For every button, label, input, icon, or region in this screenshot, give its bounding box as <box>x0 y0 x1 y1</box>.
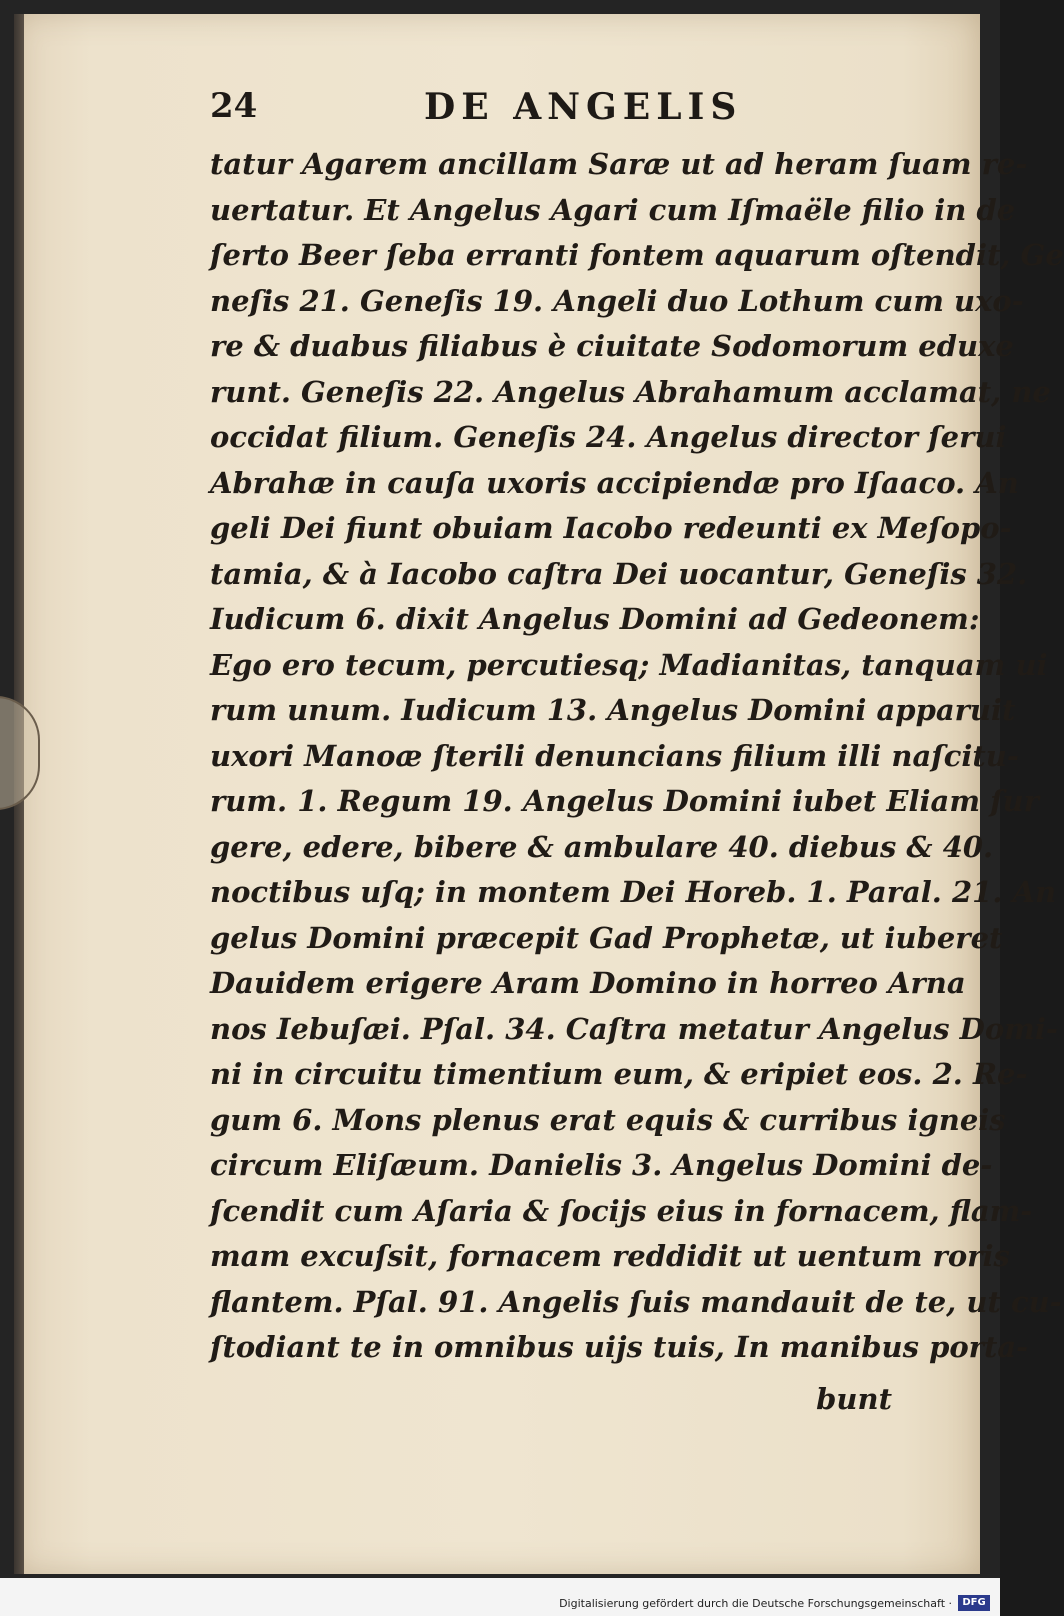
page-header <box>14 80 980 130</box>
book-page <box>14 14 1064 1574</box>
text-line: circum Eliſæum. Danielis 3. Angelus Domini de- <box>210 1148 993 1182</box>
text-line: rum. 1. Regum 19. Angelus Domini iubet Eliam ſur <box>210 784 1039 818</box>
text-line: Abrahæ in cauſa uxoris accipiendæ pro Iſaaco. An <box>210 465 1019 500</box>
text-line: neſis 21. Geneſis 19. Angeli duo Lothum cum uxo- <box>210 283 1024 318</box>
catchword: bunt <box>816 1382 892 1416</box>
running-title: DE ANGELIS <box>424 86 743 128</box>
text-line: ſerto Beer ſeba erranti fontem aquarum oſtendit, Ge <box>210 238 1064 272</box>
text-line: geli Dei fiunt obuiam Iacobo redeunti ex Meſopo- <box>210 511 1012 545</box>
page-clip-mark <box>0 696 40 810</box>
text-line: gum 6. Mons plenus erat equis & curribus igneis <box>210 1102 1006 1137</box>
text-line: Dauidem erigere Aram Domino in horreo Arna <box>210 966 966 1000</box>
text-line: ſtodiant te in omnibus uijs tuis, In manibus porta- <box>210 1330 1029 1364</box>
page-number: 24 <box>210 86 258 126</box>
text-line: gelus Domini præcepit Gad Prophetæ, ut iuberet <box>210 920 1003 955</box>
text-line: runt. Geneſis 22. Angelus Abrahamum acclamat, ne <box>210 374 1051 409</box>
text-line: ni in circuitu timentium eum, & eripiet eos. 2. Re- <box>210 1057 1028 1091</box>
digitization-footer <box>0 1578 1000 1616</box>
body-text <box>210 142 1064 1371</box>
text-line: gere, edere, bibere & ambulare 40. diebus & 40. <box>210 829 994 864</box>
text-line: uertatur. Et Angelus Agari cum Iſmaële filio in de <box>210 192 1016 227</box>
text-line: Iudicum 6. dixit Angelus Domini ad Gedeonem: <box>210 602 980 636</box>
text-line: rum unum. Iudicum 13. Angelus Domini apparuit <box>210 693 1016 727</box>
dfg-logo-icon: DFG <box>958 1595 990 1611</box>
text-line: tatur Agarem ancillam Saræ ut ad heram ſuam re- <box>210 147 1028 181</box>
text-line: re & duabus filiabus è ciuitate Sodomorum eduxe <box>210 329 1014 363</box>
funding-credit: Digitalisierung gefördert durch die Deutsche Forschungsgemeinschaft · <box>559 1597 952 1610</box>
text-line: ſcendit cum Aſaria & ſocijs eius in fornacem, flam- <box>210 1193 1033 1228</box>
text-line: uxori Manoæ ſterili denuncians filium illi naſcitu- <box>210 738 1019 773</box>
text-line: mam excuſsit, fornacem reddidit ut uentum roris <box>210 1239 1010 1273</box>
text-line: Ego ero tecum, percutiesq; Madianitas, tanquam ui <box>210 647 1048 682</box>
text-line: occidat filium. Geneſis 24. Angelus director ſerui <box>210 420 1007 454</box>
text-line: nos Iebuſæi. Pſal. 34. Caſtra metatur Angelus Domi- <box>210 1011 1058 1046</box>
text-line: noctibus uſq; in montem Dei Horeb. 1. Paral. 21. An <box>210 875 1057 909</box>
text-line: tamia, & à Iacobo caſtra Dei uocantur, Geneſis 32. <box>210 556 1028 591</box>
text-line: flantem. Pſal. 91. Angelis ſuis mandauit de te, ut cu- <box>210 1284 1062 1319</box>
